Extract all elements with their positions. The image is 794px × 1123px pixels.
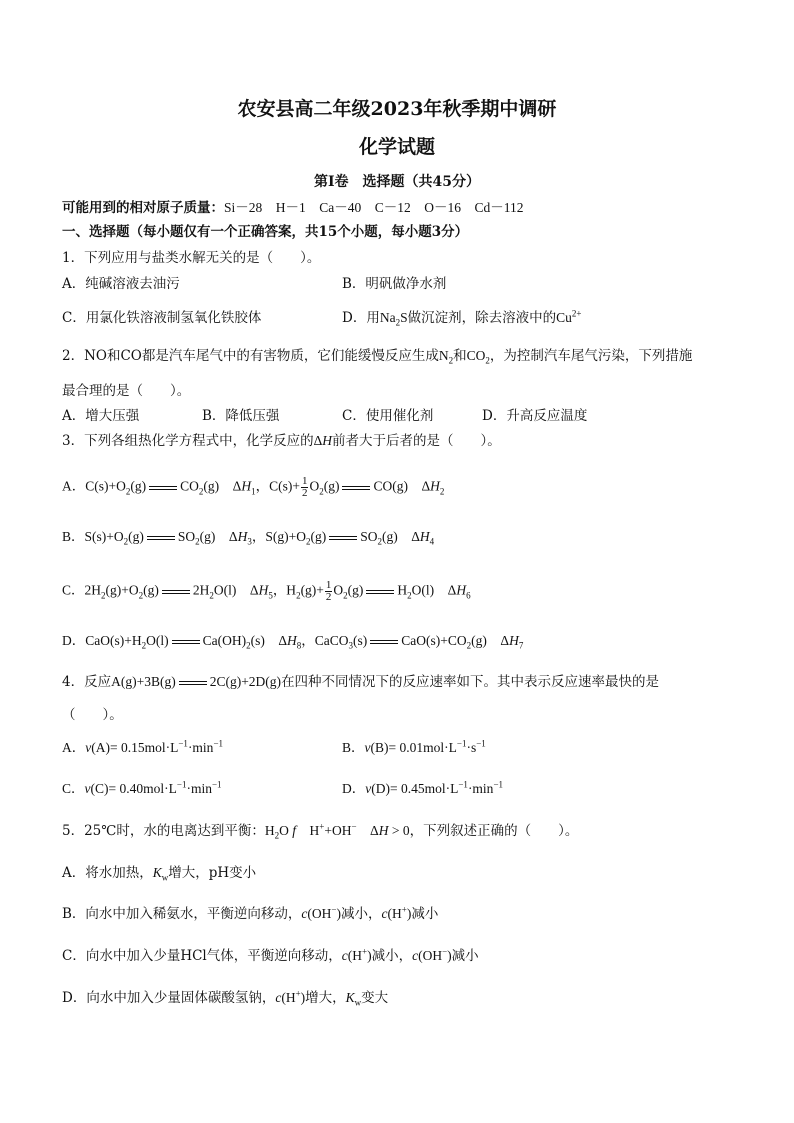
kw-symbol: $K_w$ bbox=[152, 865, 169, 883]
q4-d-label: D． bbox=[342, 781, 366, 796]
cu-ion: $Cu^{2+}$ bbox=[556, 308, 582, 325]
q4-c-label: C． bbox=[62, 781, 85, 796]
q5-d-text2: 增大， bbox=[305, 990, 346, 1006]
section-heading: 一、选择题（每小题仅有一个正确答案，共15个小题，每小题3分） bbox=[62, 224, 469, 240]
c-oh: c(OH−) bbox=[301, 904, 341, 921]
q4-option-c: C．$v(C)= 0.40mol\cdot L^{-1}\cdot\min^{-1}$ bbox=[62, 779, 222, 796]
q2-stem-b: 和 bbox=[453, 348, 467, 364]
q5-d-text3: 变大 bbox=[361, 990, 389, 1006]
q5-equilibrium: $H_2O$ f H++OH− ΔH > 0 bbox=[264, 821, 410, 841]
q4-option-d: D．$v(D)= 0.45mol\cdot L^{-1}\cdot\min^{-1}$ bbox=[342, 779, 504, 796]
q1-d-prefix: D．用 bbox=[342, 310, 380, 326]
q2-stem-c: ，为控制汽车尾气污染，下列措施 bbox=[489, 348, 693, 364]
q1-option-b: B．明矾做净水剂 bbox=[342, 276, 447, 292]
q5-a-text2: 增大，pH变小 bbox=[168, 865, 257, 881]
c-h: c(H+) bbox=[381, 904, 412, 921]
equals-sign bbox=[147, 536, 175, 540]
q3-option-a: A．$C(s)+O_2(g)$ $CO_2(g)$ $\Delta H_1$，C(s)+ $\frac{1}{2}$ $O_2(g)$ CO(g) $\Delta H_2$ bbox=[62, 475, 445, 499]
q1-option-a: A．纯碱溶液去油污 bbox=[62, 276, 180, 292]
atomic-mass-values: Si－28 H－1 Ca－40 C－12 O－16 Cd－112 bbox=[224, 200, 524, 215]
formula-co2: $CO_2$ bbox=[466, 348, 490, 366]
q5-c-text2: 减小， bbox=[371, 948, 413, 964]
c-h: c(H+) bbox=[341, 946, 372, 963]
q5-a-text: A．将水加热， bbox=[62, 865, 153, 881]
c-oh: c(OH−) bbox=[412, 946, 452, 963]
kw-symbol: $K_w$ bbox=[345, 990, 362, 1008]
q3-stem bbox=[62, 432, 501, 450]
part-title: 第Ⅰ卷 选择题（共45分） bbox=[313, 174, 481, 190]
q5-option-c bbox=[62, 947, 479, 965]
q1-option-c: C．用氯化铁溶液制氢氧化铁胶体 bbox=[62, 310, 262, 326]
equals-sign bbox=[149, 486, 177, 490]
equals-sign bbox=[366, 590, 394, 594]
exam-title: 农安县高二年级2023年秋季期中调研 bbox=[237, 98, 557, 120]
q3-stem-b: 前者大于后者的是（ ）。 bbox=[332, 433, 501, 449]
q4-c-value: = 0.40mol·L bbox=[108, 781, 177, 796]
q2-stem bbox=[62, 347, 692, 365]
q2-option-a: A．增大压强 bbox=[62, 408, 140, 424]
q4-reaction: A(g)+3B(g) 2C(g)+2D(g) bbox=[111, 674, 282, 689]
q5-b-text: B．向水中加入稀氨水，平衡逆向移动， bbox=[62, 906, 302, 922]
formula-n2: $N_2$ bbox=[438, 348, 454, 366]
equals-sign bbox=[179, 681, 207, 685]
fraction-half: $\frac{1}{2}$ bbox=[325, 579, 332, 603]
q1-stem: 1．下列应用与盐类水解无关的是（ ）。 bbox=[62, 250, 321, 266]
q3-c-label: C． bbox=[62, 582, 85, 598]
q3-option-c: C．$2H_2(g)+O_2(g)$ $2H_2O(l)$ $\Delta H_5$，$H_2(g)+$ $\frac{1}{2}$ $O_2(g)$ $H_2O(l)$ $\Delta H_6$ bbox=[62, 579, 471, 603]
q5-stem bbox=[62, 822, 578, 840]
q5-option-d bbox=[62, 989, 388, 1007]
q4-a-label: A． bbox=[62, 740, 86, 755]
q3-option-d: D．$CaO(s)+H_2O(l)$ $Ca(OH)_2(s)$ $\Delta H_8$，CaCO$_3$(s) $CaO(s)+CO_2(g)$ $\Delta H_7$ bbox=[62, 633, 524, 651]
q5-c-text3: 减小 bbox=[451, 948, 479, 964]
formula-na2s: $Na_2S$ bbox=[379, 310, 408, 328]
c-h: c(H+) bbox=[275, 988, 306, 1005]
q5-d-text: D．向水中加入少量固体碳酸氢钠， bbox=[62, 990, 276, 1006]
q4-option-a: A．$v(A)= 0.15mol\cdot L^{-1}\cdot\min^{-1}$ bbox=[62, 738, 224, 755]
q3-a-label: A． bbox=[62, 478, 86, 494]
q5-c-text: C．向水中加入少量HCl气体，平衡逆向移动， bbox=[62, 948, 342, 964]
q5-option-b bbox=[62, 905, 438, 923]
q1-d-middle: 做沉淀剂，除去溶液中的 bbox=[407, 310, 557, 326]
equals-sign bbox=[342, 486, 370, 490]
q5-stem-a: 5．25℃时，水的电离达到平衡： bbox=[62, 823, 265, 839]
q4-b-label: B． bbox=[342, 740, 365, 755]
q2-option-c: C．使用催化剂 bbox=[342, 408, 434, 424]
q4-a-value: = 0.15mol·L bbox=[110, 740, 179, 755]
q1-option-d bbox=[342, 309, 581, 327]
q3-stem-a: 3．下列各组热化学方程式中，化学反应的 bbox=[62, 433, 314, 449]
equals-sign bbox=[172, 640, 200, 644]
atomic-mass-line bbox=[62, 199, 524, 217]
q4-d-value: = 0.45mol·L bbox=[390, 781, 459, 796]
q4-stem-line2: （ ）。 bbox=[62, 707, 123, 723]
q4-b-value: = 0.01mol·L bbox=[388, 740, 457, 755]
q5-b-text2: 减小， bbox=[341, 906, 382, 922]
atomic-mass-label: 可能用到的相对原子质量： bbox=[62, 200, 224, 216]
cu-ion-symbol: Cu bbox=[556, 310, 572, 325]
q2-option-b: B．降低压强 bbox=[202, 408, 280, 424]
equals-sign bbox=[370, 640, 398, 644]
q4-stem bbox=[62, 673, 659, 691]
q2-stem-a: 2．NO和CO都是汽车尾气中的有害物质，它们能缓慢反应生成 bbox=[62, 348, 439, 364]
q3-b-label: B． bbox=[62, 529, 85, 544]
q4-stem-b: 在四种不同情况下的反应速率如下。其中表示反应速率最快的是 bbox=[281, 674, 660, 690]
q3-d-label: D． bbox=[62, 633, 86, 648]
q2-stem-line2: 最合理的是（ ）。 bbox=[62, 383, 191, 399]
q5-option-a bbox=[62, 864, 256, 882]
equals-sign bbox=[329, 536, 357, 540]
q5-stem-b: ，下列叙述正确的（ ）。 bbox=[409, 823, 579, 839]
q4-stem-a: 4．反应 bbox=[62, 674, 112, 690]
equals-sign bbox=[162, 590, 190, 594]
q4-option-b: B．$v(B)= 0.01mol\cdot L^{-1}\cdot s^{-1}$ bbox=[342, 738, 486, 755]
q5-b-text3: 减小 bbox=[411, 906, 439, 922]
q2-option-d: D．升高反应温度 bbox=[482, 408, 588, 424]
fraction-half: $\frac{1}{2}$ bbox=[301, 475, 308, 499]
q3-option-b: B．$S(s)+O_2(g)$ $SO_2(g)$ $\Delta H_3$，$S(g)+O_2(g)$ $SO_2(g)$ $\Delta H_4$ bbox=[62, 529, 435, 547]
subject-title: 化学试题 bbox=[358, 136, 435, 158]
delta-h: ΔH bbox=[313, 433, 333, 448]
